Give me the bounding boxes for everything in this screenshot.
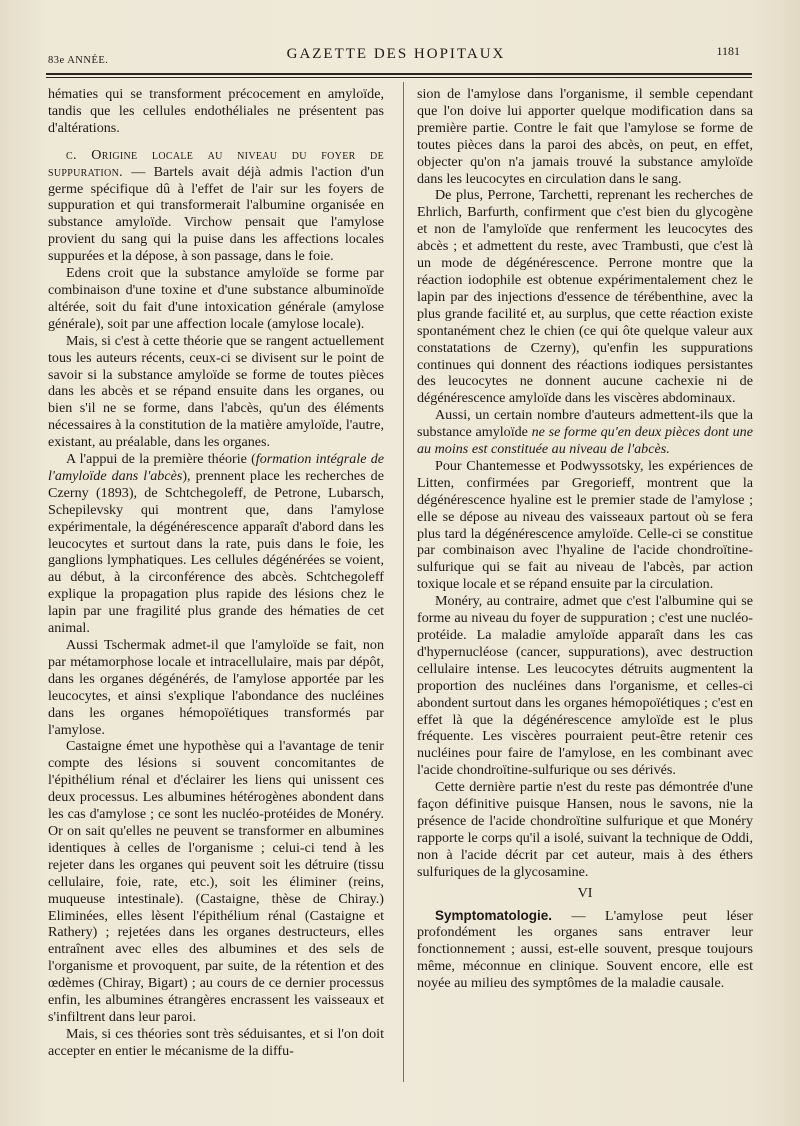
paragraph [48, 147, 384, 265]
section-heading: Symptomatologie. [435, 907, 553, 923]
paragraph-text: — L'amylose peut léser profondément les organes sans entraver leur fonctionnement ; aussi, est-elle souvent, presque toujours même, méconnue en clinique. Souvent encore, elle est noyée au milieu des symptômes de la maladie causale. [417, 907, 753, 992]
italic-phrase: ne se forme qu'en deux pièces dont une au moins est constituée au niveau de l'abcès. [417, 424, 753, 458]
paragraph: De plus, Perrone, Tarchetti, reprenant les recherches de Ehrlich, Barfurth, confirment que c'est bien du glycogène et non de l'amyloïde que renferment les leucocytes des abcès ; et admettent du reste, avec Trambusti, que c'est là un mode de dégénérescence. Perrone montre que la réaction iodophile est obtenue expérimentalement chez le lapin par des injections d'essence de térébenthine, avec la plus grande facilité et, au surplus, que cette réaction existe spontanément chez le chien (ce qui ôte quelque valeur aux constatations de Czerny), qu'enfin les suppurations continues qui donnent des réactions iodiques persistantes des leucocytes ne donnent aucune cachexie ni de dégénérescence amyloïde dans les viscères abdominaux. [417, 187, 753, 407]
header-rule-thin [46, 77, 752, 78]
italic-phrase: formation intégrale de l'amyloïde dans l'abcès [48, 451, 384, 484]
paragraph: Aussi Tschermak admet-il que l'amyloïde se fait, non par métamorphose locale et intracellulaire, mais par dépôt, dans les organes dégénérés, de l'amylose apportée par les leucocytes, et ainsi s'explique l'abondance des nucléines dans les organes hémopoïétiques transformés par l'amylose. [48, 637, 384, 738]
paragraph-text: — Bartels avait déjà admis l'action d'un germe spécifique dû à l'effet de l'air sur les foyers de suppuration et qui transformerait l'albumine organisée en substance amyloïde. Virchow pensait que l'amylose provient du sang qui la puise dans les affections locales suppurées et la dépose, à son passage, dans le foie. [48, 163, 384, 265]
paragraph: Edens croit que la substance amyloïde se forme par combinaison d'une toxine et d'une substance albuminoïde altérée, soit du fait d'une intoxication générale (amylose générale), soit par une affection locale (amylose locale). [48, 265, 384, 332]
subsection-heading: c. Origine locale au niveau du foyer de suppuration. [48, 146, 384, 180]
left-column [48, 86, 384, 1060]
column-divider [403, 82, 404, 1082]
paragraph: Pour Chantemesse et Podwyssotsky, les expériences de Litten, confirmées par Gregorieff, montrent que la dégénérescence hyaline est le premier stade de l'amylose ; elle se dépose au niveau des vaisseaux partout où se fera plus tard la dégénérescence amyloïde. Celle-ci se constitue par combinaison avec l'hyaline de l'acide chondroïtine-sulfurique qui se fait au niveau de l'abcès, par action toxique locale et se répand ensuite par la circulation. [417, 457, 753, 593]
section-number: VI [577, 884, 593, 901]
paragraph [417, 908, 753, 993]
edition-year: 83e ANNÉE. [48, 55, 109, 66]
paragraph: Mais, si c'est à cette théorie que se rangent actuellement tous les auteurs récents, ceux-ci se divisent sur le point de savoir si la substance amyloïde se forme de toutes pièces dans les abcès et se répand ensuite dans les organes, ou bien s'il ne se forme, dans l'abcès, qu'un des éléments nécessaires à la constitution de la matière amyloïde, l'autre, existant, au préalable, dans les organes. [48, 332, 384, 451]
paragraph-text: Aussi, un certain nombre d'auteurs admettent-ils que la substance amyloïde [417, 407, 753, 441]
paragraph: hématies qui se transforment précocement en amyloïde, tandis que les cellules endothéliales ne présentent pas d'altérations. [48, 86, 384, 136]
paragraph-text: A l'appui de la première théorie ( [66, 451, 256, 468]
paragraph [48, 451, 384, 637]
paragraph [417, 407, 753, 458]
paragraph: Cette dernière partie n'est du reste pas démontrée d'une façon définitive puisque Hansen, nous le savons, nie la présence de l'acide chondroïtine sulfurique et que Monéry rapporte le corps qu'il a isolé, suivant la technique de Oddi, non à l'acide décrit par cet auteur, mais à des éthers sulfuriques de la glycosamine. [417, 779, 753, 880]
paragraph: Mais, si ces théories sont très séduisantes, et si l'on doit accepter en entier le mécanisme de la diffu- [48, 1025, 384, 1059]
paragraph-text: ), prennent place les recherches de Czerny (1893), de Schtchegoleff, de Petrone, Lubarsch, Schepilevsky qui montrent que, dans l'amylose expérimentale, la dégénérescence apparaît d'abord dans les leucocytes et surtout dans la rate, puis dans le foie, les ganglions lymphatiques. Les cellules dégénérées se voient, au début, à la circonférence des abcès. Schtchegoleff explique la propagation plus rapide des lésions chez le lapin par une fragilité plus grande des hématies de cet animal. [48, 467, 384, 637]
page-header [46, 44, 746, 68]
header-rule-thick [46, 73, 752, 75]
journal-title: GAZETTE DES HOPITAUX [286, 46, 506, 62]
page-number: 1181 [716, 44, 740, 58]
right-column [417, 86, 753, 992]
paragraph: Castaigne émet une hypothèse qui a l'avantage de tenir compte des lésions si souvent concomitantes de l'épithélium rénal et d'éclairer les liens qui unissent ces deux processus. Les albumines hétérogènes abondent dans les cas d'amylose ; ce sont les nucléo-protéides de Monéry. Or on sait qu'elles ne peuvent se transformer en albumines identiques à celles de l'organisme ; celui-ci tend à les rejeter dans les organes qui peuvent soit les détruire (tissu cellulaire, foie, rate, etc.), soit les éliminer (reins, muqueuse intestinale). (Castaigne, thèse de Chiray.) Eliminées, elles lèsent l'épithélium rénal (Castaigne et Rathery) ; rejetées dans les organes destructeurs, elles entraînent avec elles des albumines et des sels de l'organisme et provoquent, par suite, de la rétention et des œdèmes (Chiray, Bigart) ; au cours de ce dernier processus enfin, les albumines étrangères encrassent les vaisseaux et s'infiltrent dans leur paroi. [48, 738, 384, 1025]
paragraph: Monéry, au contraire, admet que c'est l'albumine qui se forme au niveau du foyer de suppuration ; c'est une nucléo-protéide. La maladie amyloïde apparaît dans les cas d'hypernucléose (cancer, suppurations), avec destruction cellulaire intense. Les leucocytes détruits augmentent la proportion des nucléines dans l'organisme, et celles-ci abondent surtout dans les organes hémopoïétiques ; c'est en effet là que la dégénérescence amyloïde est le plus fréquente. Les viscères pourraient peut-être retenir ces nucléines pour faire de l'amylose, en les combinant avec l'acide chondroïtine-sulfurique ou ses dérivés. [417, 593, 753, 779]
paragraph: sion de l'amylose dans l'organisme, il semble cependant que l'on doive lui apporter quelque modification dans sa première partie. Contre le fait que l'amylose se forme de toutes pièces dans la paroi des abcès, on peut, en effet, objecter qu'on n'a jamais trouvé la substance amyloïde dans les leucocytes en circulation dans le sang. [417, 86, 753, 187]
